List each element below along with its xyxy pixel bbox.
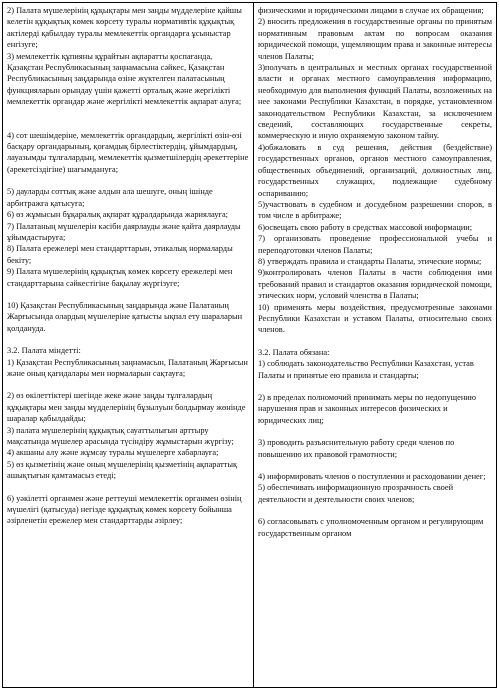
spacer — [7, 175, 249, 186]
spacer — [7, 482, 249, 493]
kz-paragraph-rights-10: 10) Қазақстан Республикасының заңдарында және Палатаның Жарғысында олардың мүшелеріне қатысты ықпал ету шараларын қолдануда. — [7, 300, 243, 333]
ru-duties-3: 3) проводить разъяснительную работу среди членов по повышению их правовой грамотности; — [258, 438, 455, 459]
spacer — [7, 289, 249, 300]
ru-duties-6: 6) согласовывать с уполномоченным органом и регулирующим государственным органом — [258, 517, 484, 538]
kz-paragraph-rights-4: 4) сот шешімдеріне, мемлекеттік органдардың, жергілікті өзін-өзі басқару органдарының, қоғамдық бірлестіктердің, ұйымдардың, лауазымды тұлғалардың, мемлекеттік қызметшілердің әрекеттеріне (әрекетсіздігіне) шағымдануға; — [7, 130, 249, 174]
spacer — [258, 381, 492, 392]
ru-duties-2: 2) в пределах полномочий принимать меры по недопущению нарушения прав и законных интересов физических и юридических лиц; — [258, 393, 477, 425]
spacer — [258, 505, 492, 516]
kz-duties-2-5: 2) өз өкілеттіктері шегінде жеке және заңды тұлғалардың құқықтары мен заңды мүдделерінің бұзылуын болдырмау жөнінде шаралар қабылдайды; 3) палата мүшелерінің құқықтық сауаттылығын арттыру мақсатында мүшелер арасында түсіндіру жұмыстарын жүргізу; 4) акшаны алу және жұмсау туралы мүшелерге хабарлауға; 5) өз қызметінің және оның мүшелерінің қызметінің ақпараттық ашықтығын қамтамасыз етеді; — [7, 391, 246, 481]
russian-column — [254, 3, 496, 687]
ru-paragraph-rights: физическими и юридическими лицами в случае их обращения; 2) вносить предложения в государственные органы по принятым нормативным правовым актам по вопросам оказания юридической помощи, ущемляющим права и законные интересы членов Палаты; 3)получать в центральных и местных органах государственной власти и органах местного самоуправления информацию, необходимую для выполнения функций Палаты, возложенных на нее законами Республики Казахстан, в порядке, установленном законодательством Республики Казахстан, за исключением сведений, составляющих государственные секреты, коммерческую и иную охраняемую законом тайну. 4)обжаловать в суд решения, действия (бездействие) государственных органов, органов местного самоуправления, общественных объединений, организаций, должностных лиц, государственных служащих, подлежащие судебному оспариванию; 5)участвовать в судебном и досудебном разрешении споров, в том числе в арбитраже; 6)освещать свою работу в средствах массовой информации; 7) организовать проведение профессиональной учебы и переподготовки членов Палаты; 8) утверждать правила и стандарты Палаты, этические нормы; 9)контролировать членов Палаты в части соблюдения ими требований правил и стандартов оказания юридической помощи, этических норм, условий членства в Палаты; 10) применять меры воздействия, предусмотренные законами Республики Казахстан и уставом Палаты, относительно своих членов. — [258, 6, 492, 335]
spacer — [7, 334, 249, 345]
kz-paragraph-rights-2: 2) Палата мүшелерінің құқықтары мен заңды мүдделеріне қайшы келетін құқықтық көмек көрсету туралы нормативтік құқықтық актілерді қабылдау туралы мемлекеттік органдарға ұсыныстар енгізуге; — [7, 6, 242, 50]
document-page — [2, 2, 497, 688]
kz-section-3-2: 3.2. Палата міндетті: 1) Қазақстан Республикасының заңнамасын, Палатаның Жарғысын және оның қағидалары мен нормаларын сақтауға; — [7, 346, 248, 378]
kazakh-column — [3, 3, 254, 687]
spacer — [258, 460, 492, 471]
kz-paragraph-rights-3: 3) мемлекеттік құпияны құрайтын ақпаратты қоспағанда, Қазақстан Республикасының заңнамасына сәйкес, Қазақстан Республикасының заңдарында өзіне жүктелген палатасының функцияларын орындау үшін қажетті орталық және жергілікті мемлекеттік органдар және жергілікті мемлекеттік ақпарат алуға; — [7, 51, 242, 107]
spacer — [258, 426, 492, 437]
spacer — [7, 379, 249, 390]
spacer — [7, 108, 249, 130]
ru-section-3-2: 3.2. Палата обязана: 1) соблюдать законодательство Республики Казахстан, устав Палаты и принятые ею правила и стандарты; — [258, 347, 474, 380]
spacer — [258, 336, 492, 347]
kz-paragraph-rights-5-9: 5) дауларды соттық және алдын ала шешуге, оның ішінде арбитражға қатысуға; 6) өз жұмысын бұқаралық ақпарат құралдарында жариялауға; 7) Палатаның мүшелерін кәсіби даярлауды және қайта даярлауды ұйымдастыруға; 8) Палата ережелері мен стандарттарын, этикалық нормаларды бекіту; 9) Палата мүшелерінің құқықтық көмек көрсету ережелері мен стандарттарына сәйкестігіне бақылау жүргізуге; — [7, 187, 241, 288]
ru-duties-4-5: 4) информировать членов о поступлении и расходовании денег; 5) обеспечивать информационную прозрачность своей деятельности и деятельности своих членов; — [258, 472, 486, 504]
kz-duties-6: 6) уәкілетті органмен және реттеуші мемлекеттік органмен өзінің мүшелігі (қатысуда) негізде құқықтық көмек көрсету бойынша әзірленетін ережелер мен стандарттарды әзірлеу; — [7, 493, 242, 526]
